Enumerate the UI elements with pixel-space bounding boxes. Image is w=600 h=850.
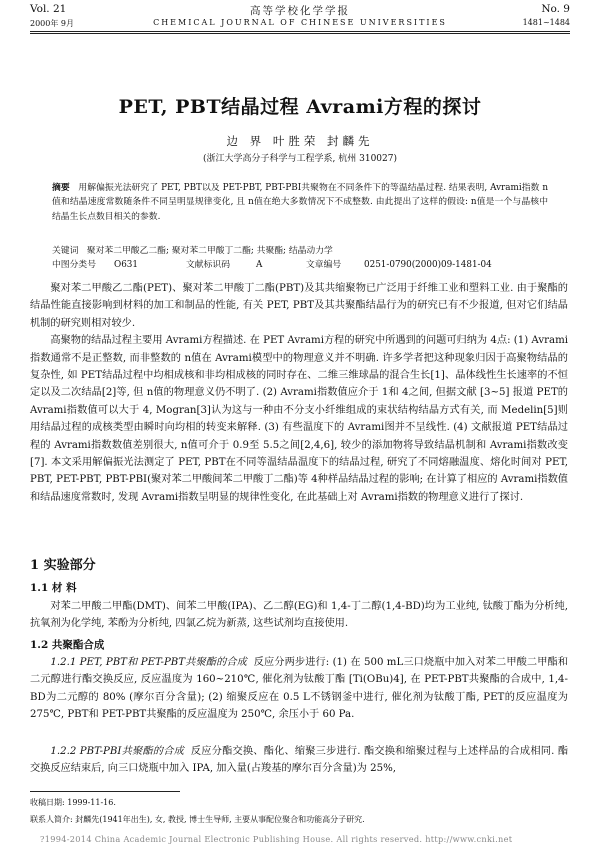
subsection-heading-synthesis: 1.2 共聚酯合成 <box>30 639 105 651</box>
clc-value: O631 <box>114 260 139 271</box>
header-volume: Vol. 21 <box>30 3 67 15</box>
materials-paragraph: 对苯二甲酸二甲酯(DMT)、间苯二甲酸(IPA)、乙二醇(EG)和 1,4-丁二醇(1,4-BD)均为工业纯, 钛酸丁酯为分析纯, 抗氧剂为化学纯, 苯酚为分析纯, 四氯乙烷为新蒸, 这些试剂均直接使用. <box>30 601 568 630</box>
header-pages: 1481~1484 <box>522 18 570 27</box>
clc-label: 中图分类号 <box>52 260 96 271</box>
header-date: 2000年 9月 <box>30 19 74 28</box>
abstract <box>52 181 548 224</box>
doc-code-value: A <box>256 260 263 271</box>
header-journal-cn: 高等学校化学学报 <box>250 5 350 17</box>
materials-text-block <box>30 598 568 633</box>
authors: 边 界 叶胜荣 封麟先 <box>226 134 374 148</box>
abstract-text: 用解偏振光法研究了 PET, PBT以及 PET-PBT, PBT-PBI共聚物在不同条件下的等温结晶过程. 结果表明, Avrami指数 n值和结晶速度常数随条件不同呈明显规律变化, 且 n值在绝大多数情况下不成整数. 由此提出了这样的假设: n值是一个与晶核中结晶生长点数目相关的参数. <box>52 183 548 222</box>
subsection-heading-materials: 1.1 材 料 <box>30 582 77 594</box>
header-journal-en: CHEMICAL JOURNAL OF CHINESE UNIVERSITIES <box>153 18 447 27</box>
footnote-rule <box>30 791 180 792</box>
header-number: No. 9 <box>541 3 570 15</box>
footnote-contact: 联系人简介: 封麟先(1941年出生), 女, 教授, 博士生导师, 主要从事配位聚合和功能高分子研究. <box>30 815 365 824</box>
section-heading-experimental: 1 实验部分 <box>30 558 96 573</box>
keywords-line <box>52 244 492 258</box>
paper-title: PET, PBT结晶过程 Avrami方程的探讨 <box>118 96 482 118</box>
header-rule <box>30 31 570 32</box>
article-meta <box>52 244 492 273</box>
synthesis-122-text: 反应分酯交换、酯化、缩聚三步进行. 酯交换和缩聚过程与上述样品的合成相同. 酯交换反应结束后, 向三口烧瓶中加入 IPA, 加入量(占羧基的摩尔百分含量)为 25%, <box>30 746 568 775</box>
copyright-line: ?1994-2014 China Academic Journal Electronic Publishing House. All rights reserved. http://www.cnki.net <box>40 834 513 844</box>
affiliation: (浙江大学高分子科学与工程学系, 杭州 310027) <box>203 154 397 164</box>
article-no-value: 0251-0790(2000)09-1481-04 <box>364 260 492 271</box>
keywords-text: 聚对苯二甲酸乙二酯; 聚对苯二甲酸丁二酯; 共聚酯; 结晶动力学 <box>86 246 333 256</box>
synthesis-122-block <box>30 743 568 778</box>
synthesis-121-block <box>30 654 568 724</box>
keywords-label: 关键词 <box>52 246 79 256</box>
introduction <box>30 280 568 506</box>
subsubsection-heading-122: 1.2.2 PBT-PBI共聚酯的合成 <box>50 746 184 757</box>
header-rule-thin <box>30 33 570 34</box>
doc-code-label: 文献标识码 <box>186 260 230 271</box>
subsubsection-heading-121: 1.2.1 PET, PBT和 PET-PBT共聚酯的合成 <box>50 657 247 668</box>
article-no-label: 文章编号 <box>306 260 342 271</box>
abstract-label: 摘要 <box>52 183 70 193</box>
classification-line <box>52 258 492 272</box>
running-header <box>30 3 570 31</box>
synthesis-121-text: 反应分两步进行: (1) 在 500 mL三口烧瓶中加入对苯二甲酸二甲酯和二元醇进行酯交换反应, 反应温度为 160~210℃, 催化剂为钛酸丁酯 [Ti(OBu)4], 在 PET-PBT共聚酯的合成中, 1,4-BD为二元醇的 80% (摩尔百分含量); (2) 缩聚反应在 0.5 L不锈钢釜中进行, 催化剂为钛酸丁酯, PET的反应温度为 275℃, PBT和 PET-PBT共聚酯的反应温度为 250℃, 余压小于 60 Pa. <box>30 657 569 721</box>
intro-paragraph-1: 聚对苯二甲酸乙二酯(PET)、聚对苯二甲酸丁二酯(PBT)及其共缩聚物已广泛用于纤维工业和塑料工业. 由于聚酯的结晶性能直接影响到材料的加工和制品的性能, 有关 PET, PBT及其共聚酯结晶行为的研究已有不少报道, 但对它们结晶机制的研究则相对较少. <box>30 283 568 329</box>
intro-paragraph-2: 高聚物的结晶过程主要用 Avrami方程描述. 在 PET Avrami方程的研究中所遇到的问题可归纳为 4点: (1) Avrami指数通常不是正整数, 而非整数的 n值在 Avrami模型中的物理意义并不明确. 许多学者把这种现象归因于高聚物结晶的复杂性, 如 PET结晶过程中均相成核和非均相成核的同时存在、二维三维球晶的混合生长[1]、晶体线性生长速率的不恒定以及二次结晶[2]等, 但 n值的物理意义仍不明了. (2) Avrami指数值应介于 1和 4之间, 但据文献 [3~5] 报道 PET的 Avrami指数值可以大于 4, Mogran[3]认为这与一种由不分支小纤维组成的束状结构结晶方式有关, 而 Medelin[5]则用结晶过程的成核类型由瞬时向均相的转变来解释. (3) 有些温度下的 Avrami图并不呈线性. (4) 文献报道 PET结晶过程的 Avrami指数数值差别很大, n值可介于 0.9至 5.5之间[2,4,6], 较少的添加物将导致结晶机制和 Avrami指数改变[7]. 本文采用解偏振光法测定了 PET, PBT在不同等温结晶温度下的结晶过程, 研究了不同熔融温度、熔化时间对 PET, PBT, PET-PBT, PBT-PBI(聚对苯二甲酸间苯二甲酸丁二酯)等 4种样品结晶过程的影响; 在计算了相应的 Avrami指数值和结晶速度常数时, 发现 Avrami指数呈明显的规律性变化, 在此基础上对 Avrami指数的物理意义进行了探讨. <box>30 335 568 503</box>
footnote-received: 收稿日期: 1999-11-16. <box>30 798 116 807</box>
